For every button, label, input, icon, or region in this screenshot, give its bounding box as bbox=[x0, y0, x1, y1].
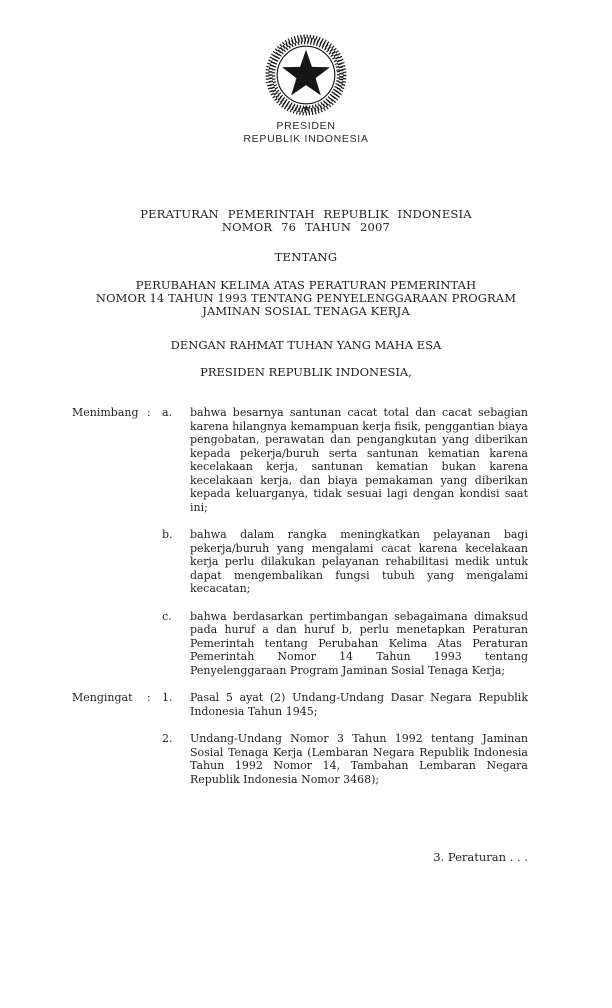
regulation-title: PERATURAN PEMERINTAH REPUBLIK INDONESIA bbox=[140, 207, 472, 221]
item-marker: b. bbox=[162, 528, 173, 541]
letterhead-republik-indonesia: REPUBLIK INDONESIA bbox=[243, 133, 369, 145]
mengingat-section bbox=[0, 691, 612, 786]
subject-line: JAMINAN SOSIAL TENAGA KERJA bbox=[202, 304, 410, 318]
consideration-item-a: bahwa besarnya santunan cacat total dan cacat sebagian karena hilangnya kemampuan kerja fisik, penggantian biaya pengobatan, perawatan dan pengangkutan yang diberikan kepada pekerja/buruh serta santunan kematian karena kecelakaan kerja, santunan kematian bukan karena kecelakaan kerja, dan biaya pemakaman yang diberikan kepada keluarganya, tidak sesuai lagi dengan kondisi saat ini; bbox=[190, 406, 528, 514]
item-marker: 1. bbox=[162, 691, 173, 704]
letterhead-presiden: PRESIDEN bbox=[276, 120, 336, 132]
item-marker: c. bbox=[162, 609, 172, 623]
consideration-item-b: bahwa dalam rangka meningkatkan pelayanan bagi pekerja/buruh yang mengalami cacat karena kecelakaan kerja perlu dilakukan pelayanan rehabilitasi medik untuk dapat mengembalikan fungsi tubuh yang mengalami kecacatan; bbox=[190, 528, 528, 595]
legal-basis-item-2: Undang-Undang Nomor 3 Tahun 1992 tentang Jaminan Sosial Tenaga Kerja (Lembaran Negara Republik Indonesia Tahun 1992 Nomor 14, Tambahan Lembaran Negara Republik Indonesia Nomor 3468); bbox=[190, 732, 528, 786]
authority-line: PRESIDEN REPUBLIK INDONESIA, bbox=[200, 365, 412, 379]
star-wreath-emblem-icon bbox=[0, 30, 612, 120]
clause-row bbox=[72, 610, 528, 678]
clause-row bbox=[72, 691, 528, 718]
legal-basis-item-1: Pasal 5 ayat (2) Undang-Undang Dasar Negara Republik Indonesia Tahun 1945; bbox=[190, 691, 528, 718]
colon-separator: : bbox=[147, 691, 151, 704]
menimbang-label: Menimbang bbox=[72, 406, 139, 419]
menimbang-section bbox=[0, 406, 612, 677]
tentang-label: TENTANG bbox=[274, 250, 338, 264]
clause-row bbox=[72, 528, 528, 596]
clause-row bbox=[72, 732, 528, 786]
letterhead bbox=[0, 0, 612, 146]
clause-row bbox=[72, 406, 528, 514]
regulation-subject bbox=[0, 279, 612, 318]
colon-separator: : bbox=[147, 406, 151, 419]
subject-line: NOMOR 14 TAHUN 1993 TENTANG PENYELENGGARAAN PROGRAM bbox=[95, 291, 517, 305]
invocation-line: DENGAN RAHMAT TUHAN YANG MAHA ESA bbox=[170, 338, 442, 352]
item-marker: 2. bbox=[162, 732, 173, 745]
mengingat-label: Mengingat bbox=[72, 691, 133, 704]
consideration-item-c: bahwa berdasarkan pertimbangan sebagaimana dimaksud pada huruf a dan huruf b, perlu menetapkan Peraturan Pemerintah tentang Perubahan Kelima Atas Peraturan Pemerintah Nomor 14 Tahun 1993 tentang Penyelenggaraan Program Jaminan Sosial Tenaga Kerja; bbox=[190, 609, 528, 677]
title-block bbox=[0, 208, 612, 379]
subject-line: PERUBAHAN KELIMA ATAS PERATURAN PEMERINTAH bbox=[135, 278, 477, 292]
page-catchword: 3. Peraturan . . . bbox=[433, 850, 528, 864]
regulation-number: NOMOR 76 TAHUN 2007 bbox=[221, 220, 391, 234]
item-marker: a. bbox=[162, 406, 173, 419]
